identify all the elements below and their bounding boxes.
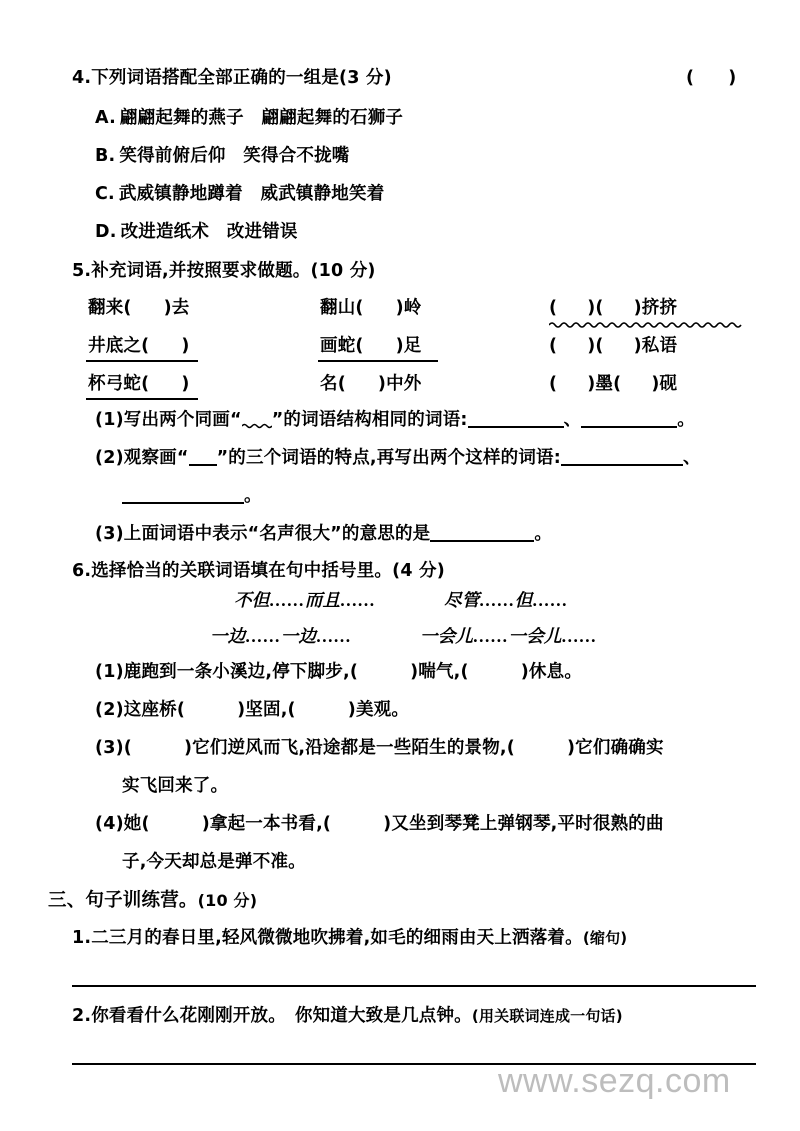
q5-sub1-end: 。 (677, 410, 695, 430)
q6-item-2-seg3: )美观。 (347, 700, 410, 720)
q5-cell-r3c2[interactable] (320, 376, 422, 394)
q5-cell-r3c2-tail: )中外 (377, 374, 422, 394)
q5-sub2-blank-2[interactable] (122, 502, 244, 504)
q6-item-4-seg1: 她( (123, 814, 150, 834)
q4-answer-bracket[interactable] (686, 70, 736, 88)
q6-item-1[interactable] (95, 664, 582, 682)
q6-choice-2[interactable]: 尽管……但…… (444, 590, 568, 610)
q6-item-3-seg2: )它们逆风而飞,沿途都是一些陌生的景物,( (183, 738, 515, 758)
wavy-sample-icon (242, 422, 272, 429)
q6-stem-row (72, 563, 445, 581)
q5-cell-r3c1-head: 杯弓蛇( (88, 374, 150, 394)
section3-answer-line-1[interactable] (72, 985, 756, 987)
q5-sub2 (95, 450, 701, 468)
q6-item-2-label: (2) (95, 700, 124, 720)
section3-item-1-hint: (缩句) (582, 929, 628, 947)
q6-item-3-continued: 实飞回来了。 (122, 776, 229, 796)
q5-cell-r3c3[interactable] (549, 376, 677, 394)
q6-item-3[interactable] (95, 740, 664, 758)
q5-sub2-part-b: ”的三个词语的特点,再写出两个这样的词语: (216, 448, 561, 468)
q4-option-a[interactable] (95, 110, 403, 128)
q6-item-3-seg1: ( (123, 738, 132, 758)
q5-sub1-blank-2[interactable] (581, 426, 677, 428)
section3-item-2-number: 2. (72, 1006, 92, 1026)
q5-cell-r2c2-tail: )足 (395, 336, 422, 356)
q5-cell-r1c3-tail: )挤挤 (633, 298, 678, 318)
q5-cell-r2c3[interactable] (549, 338, 677, 356)
q5-sub2-label: (2) (95, 448, 124, 468)
section3-item-1-text: 二三月的春日里,轻风微微地吹拂着,如毛的细雨由天上洒落着。 (91, 928, 583, 948)
q5-sub2-continued (122, 488, 262, 506)
q6-item-1-label: (1) (95, 662, 124, 682)
q4-option-c[interactable] (95, 186, 384, 204)
section3-item-2 (72, 1008, 623, 1026)
q5-cell-r3c3-tail: )砚 (651, 374, 678, 394)
q5-cell-r3c2-head: 名( (320, 374, 346, 394)
q5-cell-r2c3-head: ( (549, 336, 558, 356)
q5-underline-r2c1 (86, 360, 198, 362)
straight-sample-icon (189, 464, 217, 466)
q5-cell-r3c1[interactable] (88, 376, 190, 394)
q4-option-c-text: 武威镇静地蹲着 威武镇静地笑着 (118, 184, 385, 204)
q5-sub3 (95, 526, 552, 544)
q5-sub3-part-a: 上面词语中表示“名声很大”的意思的是 (123, 524, 431, 544)
q5-sub1-part-b: ”的词语结构相同的词语: (271, 410, 468, 430)
q6-number: 6. (72, 561, 92, 581)
q6-item-3-label: (3) (95, 738, 124, 758)
q5-cell-r2c1-tail: ) (181, 336, 190, 356)
q5-cell-r3c1-tail: ) (181, 374, 190, 394)
q5-cell-r1c1[interactable] (88, 300, 190, 318)
section3-heading (48, 892, 257, 911)
q5-cell-r2c1[interactable] (88, 338, 190, 356)
q6-item-2-seg2: )坚固,( (237, 700, 296, 720)
q5-cell-r1c2[interactable] (320, 300, 422, 318)
q6-item-1-seg1: 鹿跑到一条小溪边,停下脚步,( (123, 662, 359, 682)
q5-cell-r1c2-tail: )岭 (395, 298, 422, 318)
q4-option-b[interactable] (95, 148, 350, 166)
q5-cell-r2c3-tail: )私语 (633, 336, 678, 356)
q5-sub3-blank[interactable] (430, 540, 534, 542)
q6-item-4[interactable] (95, 816, 664, 834)
q6-stem: 选择恰当的关联词语填在句中括号里。(4 分) (91, 561, 445, 581)
q5-sub2-part-a: 观察画“ (123, 448, 189, 468)
q4-bracket-close: ) (728, 68, 737, 88)
q5-cell-r1c3[interactable] (549, 300, 677, 318)
q6-choice-3[interactable]: 一边……一边…… (210, 626, 352, 646)
q5-cell-r3c3-head: ( (549, 374, 558, 394)
q5-cell-r2c3-mid: )( (587, 336, 604, 356)
q5-sub2-end: 。 (244, 486, 262, 506)
section3-item-1-number: 1. (72, 928, 92, 948)
q4-bracket-open: ( (686, 68, 695, 88)
q5-sub1-sep: 、 (563, 410, 582, 430)
section3-item-1 (72, 930, 627, 948)
q5-cell-r1c1-tail: )去 (163, 298, 190, 318)
q5-cell-r2c2-head: 画蛇( (320, 336, 364, 356)
q5-sub2-blank-1[interactable] (561, 464, 683, 466)
q4-number: 4. (72, 68, 92, 88)
q6-item-2-seg1: 这座桥( (123, 700, 186, 720)
q4-option-d-text: 改进造纸术 改进错误 (120, 222, 298, 242)
q5-sub1-label: (1) (95, 410, 124, 430)
q6-item-1-seg3: )休息。 (520, 662, 583, 682)
q5-cell-r2c1-head: 井底之( (88, 336, 150, 356)
q5-sub2-sep: 、 (682, 448, 701, 468)
section3-score: (10 分) (197, 891, 258, 910)
watermark: www.sezq.com (498, 1062, 731, 1100)
q5-sub3-end: 。 (534, 524, 553, 544)
q4-option-b-label: B. (95, 146, 116, 166)
q4-option-a-label: A. (95, 108, 116, 128)
q4-option-d[interactable] (95, 224, 298, 242)
q6-item-1-seg2: )喘气,( (410, 662, 469, 682)
q4-option-c-label: C. (95, 184, 115, 204)
q4-option-d-label: D. (95, 222, 117, 242)
q5-cell-r1c3-mid: )( (587, 298, 604, 318)
q5-cell-r1c1-head: 翻来( (88, 298, 132, 318)
q5-cell-r2c2[interactable] (320, 338, 422, 356)
section3-item-2-hint: (用关联词连成一句话) (471, 1007, 623, 1025)
q4-option-b-text: 笑得前俯后仰 笑得合不拢嘴 (119, 146, 350, 166)
q5-underline-r3c1 (86, 398, 198, 400)
section3-item-2-text: 你看看什么花刚刚开放。 你知道大致是几点钟。 (91, 1006, 472, 1026)
q5-sub3-label: (3) (95, 524, 124, 544)
q5-cell-r3c3-mid: )墨( (587, 374, 622, 394)
q4-option-a-text: 翩翩起舞的燕子 翩翩起舞的石狮子 (119, 108, 404, 128)
q5-number: 5. (72, 261, 92, 281)
q6-choice-4[interactable]: 一会儿……一会儿…… (420, 626, 597, 646)
q5-wavy-underline-r1c3 (549, 320, 745, 328)
q5-stem: 补充词语,并按照要求做题。(10 分) (91, 261, 376, 281)
q5-cell-r1c2-head: 翻山( (320, 298, 364, 318)
q4-stem: 下列词语搭配全部正确的一组是(3 分) (91, 68, 392, 88)
q5-cell-r1c3-head: ( (549, 298, 558, 318)
q6-item-4-continued: 子,今天却总是弹不准。 (122, 852, 306, 872)
q4-stem-row (72, 70, 392, 88)
q6-item-3-seg3: )它们确确实 (566, 738, 664, 758)
q5-sub1 (95, 412, 695, 430)
q6-choice-1[interactable]: 不但……而且…… (234, 590, 376, 610)
q5-sub1-part-a: 写出两个同画“ (123, 410, 242, 430)
section3-title: 三、句子训练营。 (48, 890, 198, 911)
q5-underline-r2c2 (318, 360, 438, 362)
q6-item-4-seg2: )拿起一本书看,( (201, 814, 332, 834)
q6-item-4-label: (4) (95, 814, 124, 834)
q5-stem-row (72, 263, 376, 281)
q6-item-2[interactable] (95, 702, 409, 720)
q5-sub1-blank-1[interactable] (468, 426, 564, 428)
q6-item-4-seg3: )又坐到琴凳上弹钢琴,平时很熟的曲 (383, 814, 664, 834)
